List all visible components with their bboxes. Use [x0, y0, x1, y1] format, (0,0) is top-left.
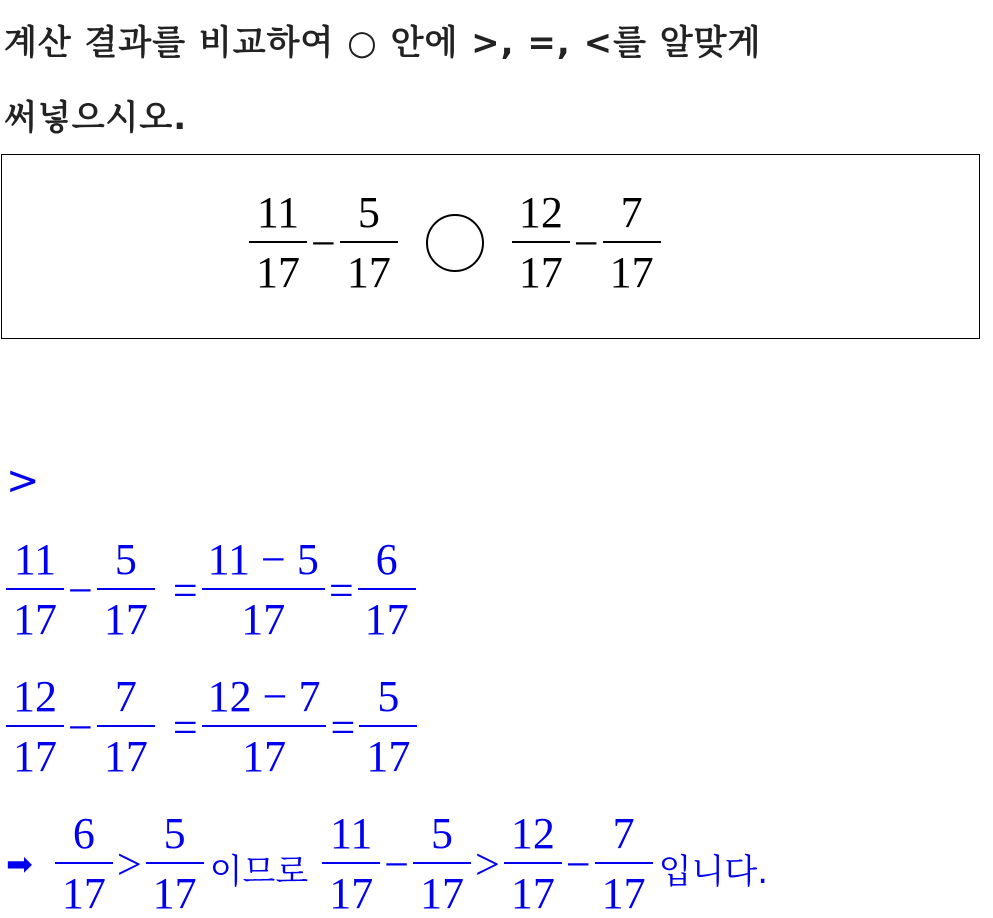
fraction — [55, 809, 113, 918]
denominator: 17 — [152, 869, 197, 918]
minus-sign: − — [565, 839, 591, 889]
numerator: 6 — [55, 812, 113, 864]
numerator: 7 — [595, 812, 653, 864]
fraction — [97, 672, 155, 781]
numerator: 7 — [97, 675, 155, 727]
question-line-2: 써넣으시오. — [4, 98, 188, 138]
minus-sign: − — [68, 702, 93, 752]
question-text — [4, 6, 989, 156]
denominator: 17 — [329, 869, 374, 918]
fraction — [202, 672, 327, 781]
equals-sign: = — [330, 702, 356, 752]
denominator: 17 — [13, 595, 57, 644]
fraction — [6, 535, 64, 644]
fraction — [146, 809, 204, 918]
equals-sign: = — [328, 565, 354, 615]
denominator: 17 — [518, 248, 563, 297]
numerator: 11 — [322, 812, 380, 864]
numerator: 12 − 7 — [202, 675, 327, 727]
denominator: 17 — [103, 595, 148, 644]
solution-line-3 — [6, 809, 782, 918]
numerator: 7 — [603, 191, 661, 243]
greater-than-sign: > — [116, 839, 142, 889]
numerator: 12 — [6, 675, 64, 727]
denominator: 17 — [510, 869, 555, 918]
numerator: 6 — [358, 538, 416, 590]
fraction — [504, 809, 562, 918]
equals-sign: = — [172, 702, 198, 752]
fraction — [413, 809, 471, 918]
denominator: 17 — [103, 732, 148, 781]
fraction — [359, 672, 417, 781]
minus-sign: − — [573, 218, 599, 268]
denominator: 17 — [242, 732, 287, 781]
numerator: 5 — [413, 812, 471, 864]
numerator: 5 — [340, 191, 398, 243]
fraction — [358, 535, 416, 644]
numerator: 12 — [512, 191, 570, 243]
numerator: 5 — [146, 812, 204, 864]
problem-box — [1, 154, 980, 339]
solution-line-1 — [6, 535, 416, 644]
denominator: 17 — [256, 248, 300, 297]
numerator: 11 − 5 — [202, 538, 325, 590]
answer-symbol: > — [6, 458, 40, 504]
minus-sign: − — [68, 565, 93, 615]
numerator: 12 — [504, 812, 562, 864]
denominator: 17 — [609, 248, 654, 297]
arrow-right-icon: ➡ — [6, 845, 33, 883]
conclusion-text: 이므로 — [209, 851, 309, 892]
denominator: 17 — [601, 869, 646, 918]
numerator: 5 — [359, 675, 417, 727]
fraction — [340, 188, 398, 297]
denominator: 17 — [13, 732, 57, 781]
numerator: 11 — [6, 538, 64, 590]
fraction — [202, 535, 325, 644]
fraction — [97, 535, 155, 644]
fraction — [322, 809, 380, 918]
problem-expression — [249, 188, 661, 297]
fraction — [249, 188, 307, 297]
numerator: 11 — [249, 191, 307, 243]
denominator: 17 — [366, 732, 411, 781]
fraction — [512, 188, 570, 297]
question-line-1: 계산 결과를 비교하여 ○ 안에 >, =, <를 알맞게 — [4, 23, 762, 63]
conclusion-end-text: 입니다. — [658, 851, 769, 892]
fraction — [595, 809, 653, 918]
equals-sign: = — [172, 565, 198, 615]
denominator: 17 — [241, 595, 286, 644]
greater-than-sign: > — [475, 839, 500, 889]
denominator: 17 — [420, 869, 465, 918]
denominator: 17 — [346, 248, 391, 297]
minus-sign: − — [384, 839, 410, 889]
answer-circle[interactable] — [426, 214, 484, 272]
denominator: 17 — [364, 595, 409, 644]
minus-sign: − — [311, 218, 336, 268]
fraction — [6, 672, 64, 781]
fraction — [603, 188, 661, 297]
denominator: 17 — [61, 869, 106, 918]
solution-line-2 — [6, 672, 417, 781]
numerator: 5 — [97, 538, 155, 590]
